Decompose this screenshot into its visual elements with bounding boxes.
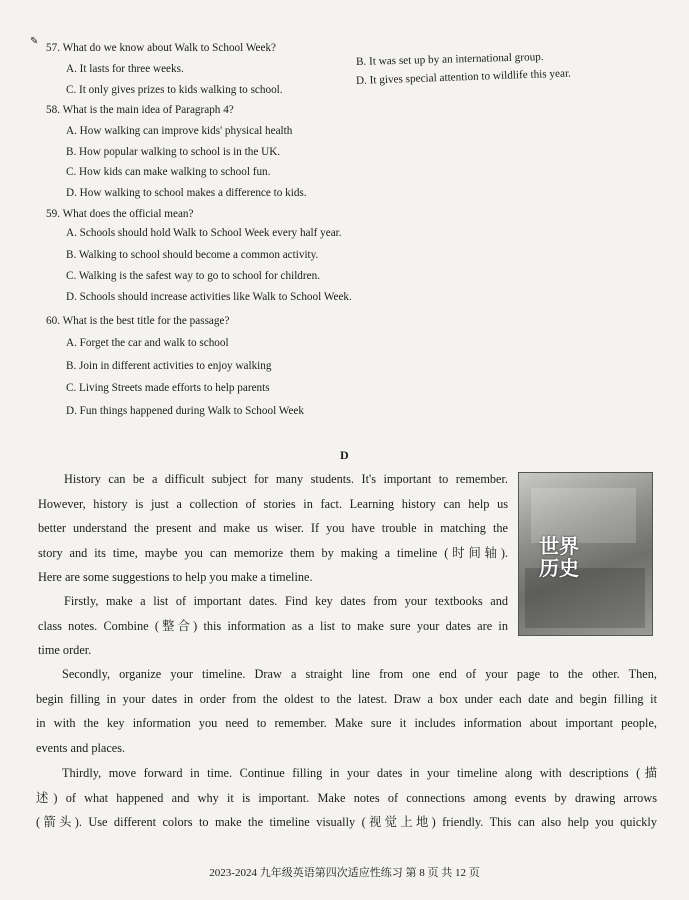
question-58-option-c: C. How kids can make walking to school fun. bbox=[66, 166, 271, 178]
paragraph-3 bbox=[36, 662, 657, 760]
book-title bbox=[539, 535, 579, 579]
paragraph-line: History can be a difficult subject for many students. It's important to remember. bbox=[64, 472, 508, 486]
paragraph-line: However, history is just a collection of stories in fact. Learning history can help us bbox=[38, 496, 508, 511]
page-footer: 2023-2024 九年级英语第四次适应性练习 第 8 页 共 12 页 bbox=[209, 867, 480, 879]
paragraph-4 bbox=[36, 761, 657, 835]
paragraph-line: class notes. Combine (整合) this information as a list to make sure your dates are in bbox=[38, 618, 508, 633]
question-57-option-b: B. It was set up by an international group. bbox=[355, 51, 544, 68]
question-59-option-a: A. Schools should hold Walk to School Week every half year. bbox=[66, 227, 342, 239]
question-57-stem: 57. What do we know about Walk to School Week? bbox=[46, 42, 277, 54]
question-58-option-d: D. How walking to school makes a difference to kids. bbox=[66, 187, 307, 199]
paragraph-1 bbox=[38, 467, 508, 590]
question-59-option-c: C. Walking is the safest way to go to school for children. bbox=[66, 270, 320, 282]
book-title-line: 历史 bbox=[539, 556, 579, 580]
paragraph-line: Firstly, make a list of important dates. Find key dates from your textbooks and bbox=[64, 594, 508, 608]
book-title-line: 世界 bbox=[539, 534, 579, 558]
question-58-option-a: A. How walking can improve kids' physical health bbox=[66, 125, 293, 137]
paragraph-line: 述) of what happened and why it is important. Make notes of connections among events by drawing arrows bbox=[36, 790, 657, 805]
margin-mark: ✎ bbox=[30, 36, 39, 47]
question-59-option-d: D. Schools should increase activities like Walk to School Week. bbox=[66, 291, 352, 303]
paragraph-line: (箭头). Use different colors to make the timeline visually (视觉上地) friendly. This can also help you quickly bbox=[36, 815, 657, 830]
paragraph-line: Here are some suggestions to help you make a timeline. bbox=[38, 570, 313, 585]
question-60-stem: 60. What is the best title for the passage? bbox=[46, 315, 230, 327]
question-58-option-b: B. How popular walking to school is in the UK. bbox=[66, 146, 281, 158]
question-57-option-d: D. It gives special attention to wildlife this year. bbox=[355, 67, 572, 87]
question-57-option-c: C. It only gives prizes to kids walking to school. bbox=[66, 84, 283, 96]
question-59-stem: 59. What does the official mean? bbox=[46, 208, 194, 220]
question-57-option-a: A. It lasts for three weeks. bbox=[66, 63, 184, 75]
paragraph-line: better understand the present and make us wiser. If you have trouble in matching the bbox=[38, 521, 508, 536]
question-59-option-b: B. Walking to school should become a common activity. bbox=[66, 249, 319, 261]
question-60-option-d: D. Fun things happened during Walk to School Week bbox=[66, 405, 304, 417]
paragraph-line: begin filling in your dates in order from the oldest to the latest. Draw a box under each date and begin filling it bbox=[36, 691, 657, 706]
question-60-option-c: C. Living Streets made efforts to help parents bbox=[66, 382, 270, 394]
paragraph-line: Thirdly, move forward in time. Continue filling in your dates in your timeline along with descriptions (描 bbox=[62, 766, 657, 780]
question-60-option-b: B. Join in different activities to enjoy walking bbox=[66, 360, 272, 372]
question-60-option-a: A. Forget the car and walk to school bbox=[66, 337, 229, 349]
paragraph-line: in with the key information you need to remember. Make sure it includes information about important people, bbox=[36, 716, 657, 731]
paragraph-line: Secondly, organize your timeline. Draw a straight line from one end of your page to the other. Then, bbox=[62, 667, 657, 681]
question-58-stem: 58. What is the main idea of Paragraph 4? bbox=[46, 104, 234, 116]
paragraph-2 bbox=[38, 589, 508, 663]
paragraph-line: time order. bbox=[38, 643, 92, 658]
section-heading: D bbox=[340, 448, 349, 462]
history-book-image bbox=[518, 472, 653, 636]
paragraph-line: story and its time, maybe you can memorize them by making a timeline (时间轴). bbox=[38, 545, 508, 560]
paragraph-line: events and places. bbox=[36, 740, 126, 755]
